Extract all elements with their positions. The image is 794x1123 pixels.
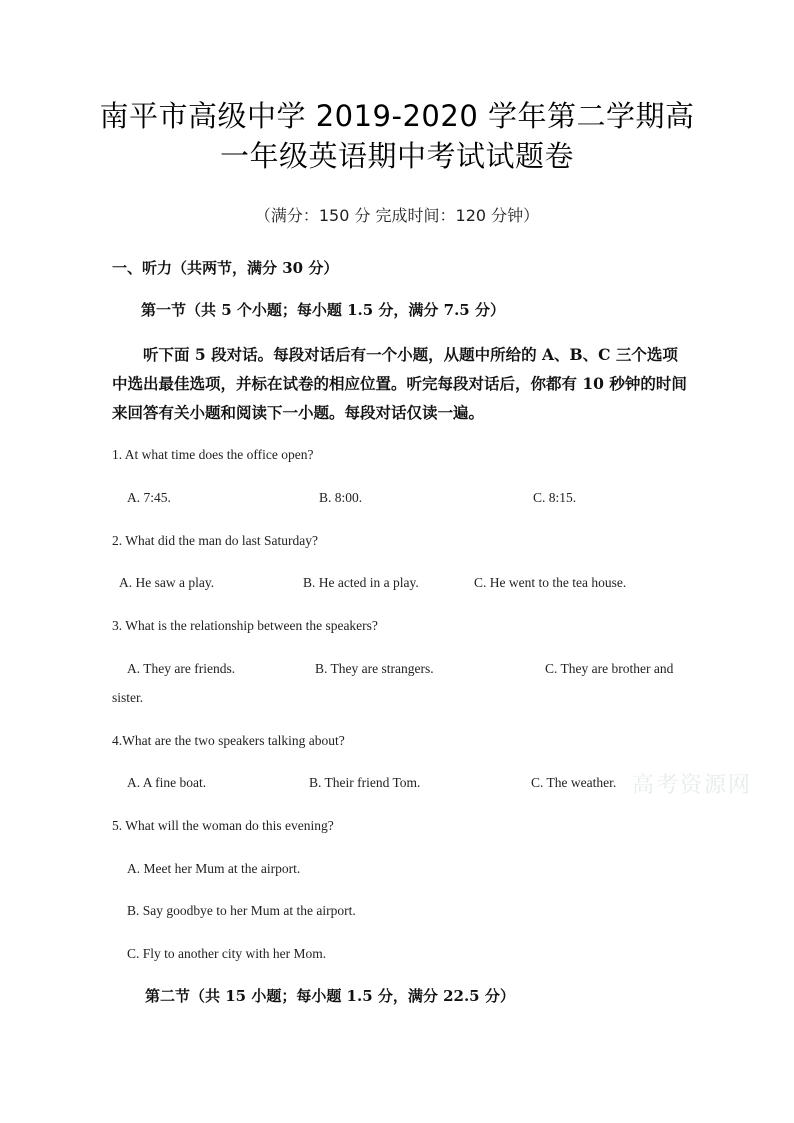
question-1-option-a: A. 7:45. [127,490,171,505]
question-3-option-c-continued: sister. [112,690,144,705]
question-2-option-b: B. He acted in a play. [303,575,419,590]
exam-title-line2: 一年级英语期中考试试题卷 [219,139,574,173]
question-2-option-a: A. He saw a play. [119,575,215,590]
part1-heading: 第一节（共 5 个小题；每小题 1.5 分，满分 7.5 分） [141,301,505,319]
question-3-option-c: C. They are brother and [545,661,674,676]
question-3-option-a: A. They are friends. [127,661,236,676]
question-5-option-c: C. Fly to another city with her Mom. [127,946,327,961]
question-1-option-c: C. 8:15. [533,490,577,505]
question-4-option-a: A. A fine boat. [127,775,207,790]
question-4-option-b: B. Their friend Tom. [309,775,421,790]
question-2-option-c: C. He went to the tea house. [474,575,627,590]
exam-title-line1: 南平市高级中学 2019-2020 学年第二学期高 [99,99,695,133]
question-1-option-b: B. 8:00. [319,490,363,505]
exam-subtitle: （满分：150 分 完成时间：120 分钟） [254,206,540,225]
question-4-stem: 4.What are the two speakers talking about? [112,733,345,748]
question-3-stem: 3. What is the relationship between the speakers? [112,618,378,633]
instructions-paragraph: 听下面 5 段对话。每段对话后有一个小题，从题中所给的 A、B、C 三个选项中选出最佳选项，并标在试卷的相应位置。听完每段对话后，你都有 10 秒钟的时间来回答有关小题和阅读下一小题。每段对话仅读一遍。 [112,345,687,422]
question-5-option-a: A. Meet her Mum at the airport. [127,861,301,876]
question-2-stem: 2. What did the man do last Saturday? [112,533,318,548]
question-1-stem: 1. At what time does the office open? [112,447,314,462]
watermark: 高考资源网 [632,773,753,798]
question-5-stem: 5. What will the woman do this evening? [112,818,334,833]
question-5-option-b: B. Say goodbye to her Mum at the airport. [127,903,356,918]
question-3-option-b: B. They are strangers. [315,661,434,676]
part2-heading: 第二节（共 15 小题；每小题 1.5 分，满分 22.5 分） [145,987,515,1005]
question-4-option-c: C. The weather. [531,775,617,790]
section-heading: 一、听力（共两节，满分 30 分） [112,259,339,277]
